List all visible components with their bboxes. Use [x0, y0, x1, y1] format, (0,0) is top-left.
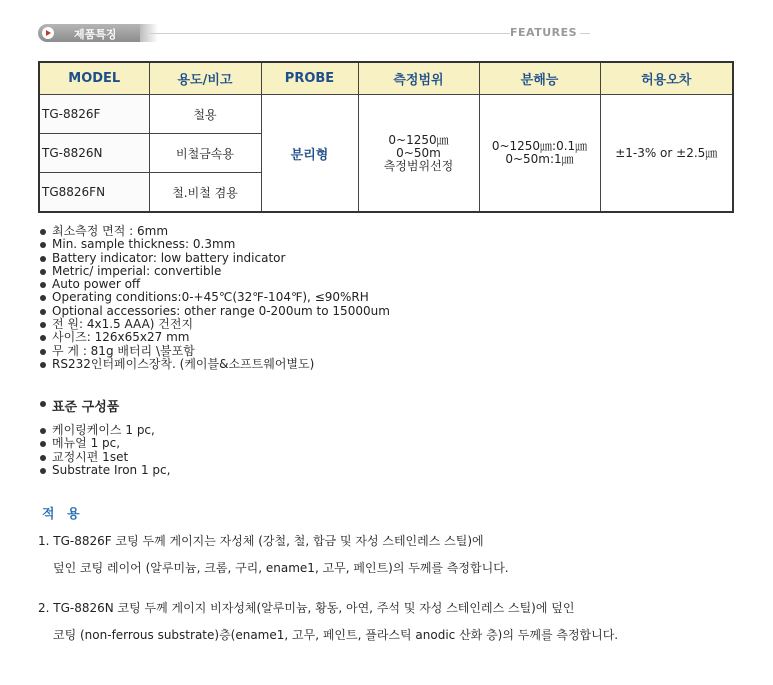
list-item: RS232인터페이스장착. (케이블&소프트웨어별도)	[38, 358, 390, 371]
list-item: 무 게 : 81g 배터리 \불포함	[38, 345, 390, 358]
model-cell: TG-8826N	[39, 134, 149, 173]
range-cell	[358, 95, 479, 213]
features-label: FEATURES	[510, 26, 578, 39]
application-paragraph-2-line-1: 2. TG-8826N 코팅 두께 게이지 비자성체(알루미늄, 황동, 아연, 주석 및 자성 스테인레스 스틸)에 덮인	[38, 601, 575, 615]
header-model: MODEL	[39, 62, 149, 95]
range-line: 측정범위선정	[383, 158, 454, 173]
list-item: 메뉴얼 1 pc,	[38, 437, 170, 450]
use-cell: 철.비철 겸용	[149, 173, 261, 213]
spec-table	[38, 61, 734, 213]
section-tab-label: 제품특징	[74, 28, 117, 41]
table-header-row	[39, 62, 733, 95]
section-tab	[38, 24, 150, 42]
list-item: 케이링케이스 1 pc,	[38, 424, 170, 437]
resolution-line: 0~1250㎛:0.1㎛	[491, 139, 588, 153]
header-probe: PROBE	[261, 62, 358, 95]
list-item: 사이즈: 126x65x27 mm	[38, 331, 390, 344]
list-item: Auto power off	[38, 278, 390, 291]
spec-list	[38, 225, 390, 371]
list-item: Substrate Iron 1 pc,	[38, 464, 170, 477]
model-cell: TG-8826F	[39, 95, 149, 134]
header-divider-end	[580, 33, 590, 34]
application-paragraph-1-line-2: 덮인 코팅 레이어 (알루미늄, 크롬, 구리, ename1, 고무, 페인트)의 두께를 측정합니다.	[53, 561, 509, 575]
table-row	[39, 95, 733, 134]
play-icon	[42, 27, 54, 39]
use-cell: 철용	[149, 95, 261, 134]
components-list	[38, 424, 170, 477]
list-item: Optional accessories: other range 0-200um to 15000um	[38, 305, 390, 318]
header-divider	[150, 33, 510, 34]
list-item: 교정시편 1set	[38, 451, 170, 464]
resolution-line: 0~50m:1㎛	[505, 152, 574, 166]
tolerance-cell: ±1-3% or ±2.5㎛	[600, 95, 733, 213]
components-title: 표준 구성품	[38, 396, 119, 415]
range-line: 0~50m	[396, 145, 441, 160]
list-item: 최소측정 면적 : 6mm	[38, 225, 390, 238]
list-item: Min. sample thickness: 0.3mm	[38, 238, 390, 251]
header-range: 측정범위	[358, 62, 479, 95]
list-item: Metric/ imperial: convertible	[38, 265, 390, 278]
list-item: 전 원: 4x1.5 AAA) 건전지	[38, 318, 390, 331]
header-use: 용도/비고	[149, 62, 261, 95]
header-resolution: 분해능	[479, 62, 600, 95]
application-paragraph-1-line-1: 1. TG-8826F 코팅 두께 게이지는 자성체 (강철, 철, 합금 및 자성 스테인레스 스틸)에	[38, 534, 484, 548]
application-title: 적 용	[42, 507, 84, 522]
model-cell: TG8826FN	[39, 173, 149, 213]
resolution-cell	[479, 95, 600, 213]
header-tolerance: 허용오차	[600, 62, 733, 95]
application-paragraph-2-line-2: 코팅 (non-ferrous substrate)층(ename1, 고무, 페인트, 플라스틱 anodic 산화 층)의 두께를 측정합니다.	[53, 628, 619, 642]
probe-cell: 분리형	[261, 95, 358, 213]
use-cell: 비철금속용	[149, 134, 261, 173]
range-line: 0~1250㎛	[388, 132, 449, 147]
list-item: Operating conditions:0-+45℃(32℉-104℉), ≤90%RH	[38, 291, 390, 304]
list-item: Battery indicator: low battery indicator	[38, 252, 390, 265]
